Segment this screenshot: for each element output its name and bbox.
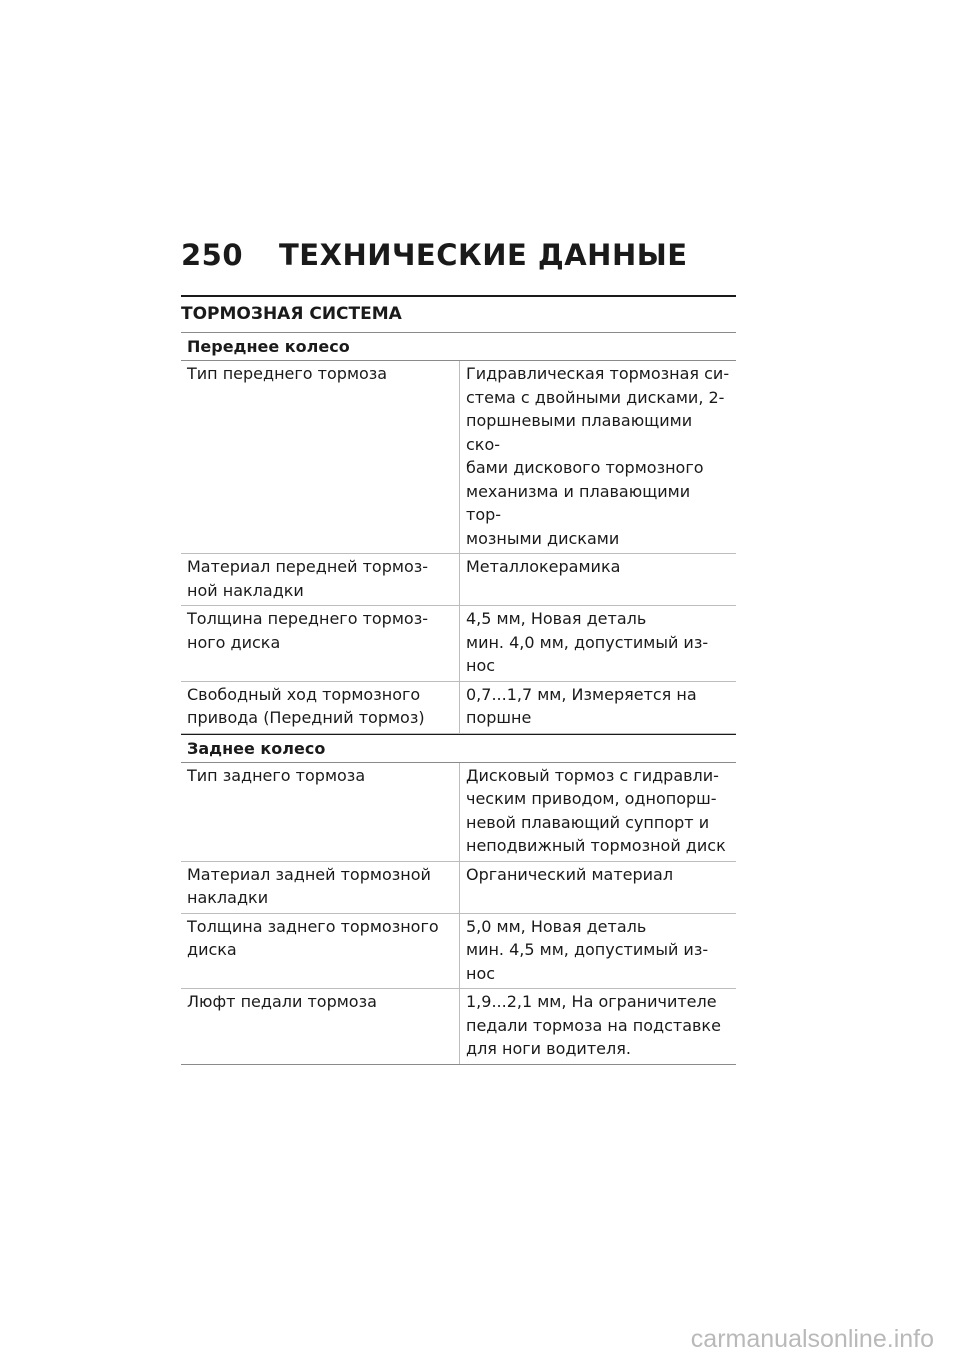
- front-wheel-heading: Переднее колесо: [181, 333, 736, 361]
- spec-value: [460, 763, 737, 862]
- spec-row: [181, 606, 736, 682]
- spec-label: [181, 861, 460, 913]
- spec-value-line: Гидравлическая тормозная си-: [466, 364, 730, 383]
- spec-value-line: Органический материал: [466, 864, 674, 884]
- spec-label-line: Тип переднего тормоза: [187, 364, 388, 383]
- spec-value: [460, 681, 737, 733]
- spec-row: [181, 361, 736, 554]
- spec-row: [181, 913, 736, 989]
- spec-value-line: 1,9...2,1 мм, На ограничителе: [466, 992, 717, 1011]
- spec-value: [460, 606, 737, 682]
- spec-label-line: Свободный ход тормозного: [187, 684, 421, 704]
- rear-wheel-heading: Заднее колесо: [181, 734, 736, 763]
- section-title: ТОРМОЗНАЯ СИСТЕМА: [181, 297, 736, 333]
- spec-row: [181, 763, 736, 862]
- spec-label-line: диска: [187, 940, 237, 959]
- spec-value-line: 4,5 мм, Новая деталь: [466, 609, 647, 628]
- manual-page: [181, 238, 736, 1065]
- spec-label-line: привода (Передний тормоз): [187, 708, 425, 727]
- spec-value-line: механизма и плавающими тор-: [466, 481, 691, 524]
- spec-value-line: ческим приводом, однопорш-: [466, 789, 717, 808]
- spec-value-line: мин. 4,0 мм, допустимый из-: [466, 632, 709, 652]
- spec-label: [181, 763, 460, 862]
- spec-value: [460, 989, 737, 1065]
- spec-value-line: нос: [466, 963, 496, 983]
- spec-value: [460, 554, 737, 606]
- spec-value-line: 5,0 мм, Новая деталь: [466, 916, 647, 936]
- spec-row: [181, 989, 736, 1065]
- spec-label: [181, 361, 460, 554]
- watermark: carmanualsonline.info: [690, 1325, 934, 1353]
- chapter-title: ТЕХНИЧЕСКИЕ ДАННЫЕ: [279, 238, 688, 272]
- spec-label-line: Тип заднего тормоза: [187, 765, 366, 785]
- spec-value-line: педали тормоза на подставке: [466, 1015, 721, 1035]
- spec-row: [181, 681, 736, 733]
- spec-value-line: неподвижный тормозной диск: [466, 836, 726, 855]
- spec-value-line: бами дискового тормозного: [466, 458, 704, 477]
- spec-label: [181, 554, 460, 606]
- spec-value-line: Дисковый тормоз с гидравли-: [466, 765, 719, 785]
- spec-label: [181, 681, 460, 733]
- page-number: 250: [181, 238, 244, 272]
- spec-label-line: Толщина заднего тормозного: [187, 916, 439, 936]
- spec-value: [460, 913, 737, 989]
- spec-value-line: поршневыми плавающими ско-: [466, 411, 693, 454]
- spec-value-line: 0,7...1,7 мм, Измеряется на: [466, 684, 697, 704]
- spec-row: [181, 861, 736, 913]
- rear-brake-spec-table: [181, 763, 736, 1065]
- spec-value-line: мозными дисками: [466, 528, 620, 548]
- spec-label-line: Люфт педали тормоза: [187, 992, 377, 1011]
- page-header: [181, 238, 736, 288]
- spec-label-line: Материал передней тормоз-: [187, 557, 429, 576]
- spec-label-line: ной накладки: [187, 580, 304, 600]
- spec-label: [181, 989, 460, 1065]
- spec-label: [181, 913, 460, 989]
- spec-value-line: поршне: [466, 708, 532, 727]
- spec-value-line: стема с двойными дисками, 2-: [466, 387, 725, 407]
- spec-label-line: Толщина переднего тормоз-: [187, 609, 428, 628]
- spec-value-line: Металлокерамика: [466, 557, 621, 576]
- spec-row: [181, 554, 736, 606]
- spec-value: [460, 861, 737, 913]
- spec-label-line: Материал задней тормозной: [187, 864, 431, 884]
- spec-value-line: нос: [466, 656, 496, 675]
- spec-value-line: для ноги водителя.: [466, 1039, 631, 1058]
- spec-value-line: мин. 4,5 мм, допустимый из-: [466, 940, 709, 959]
- spec-label: [181, 606, 460, 682]
- spec-label-line: ного диска: [187, 632, 281, 652]
- front-brake-spec-table: [181, 361, 736, 734]
- spec-value-line: невой плавающий суппорт и: [466, 812, 710, 832]
- spec-value: [460, 361, 737, 554]
- spec-label-line: накладки: [187, 888, 269, 907]
